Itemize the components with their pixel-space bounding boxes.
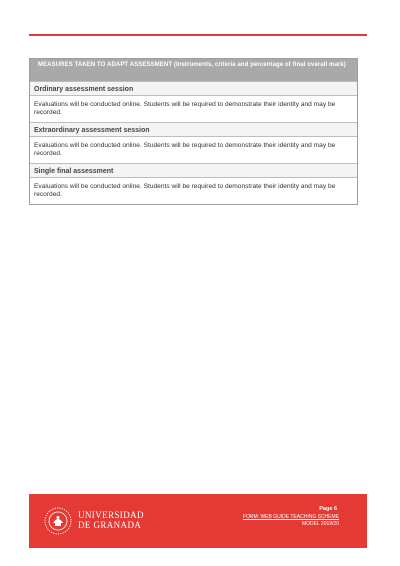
assessment-table (29, 58, 358, 205)
page-number: Page 6 (319, 506, 337, 512)
footer-meta-line2: MODEL 2019/20 (301, 521, 339, 527)
university-name-line2: DE GRANADA (78, 520, 142, 530)
section-body-extraordinary: Evaluations will be conducted online. Students will be required to demonstrate their identity and may be recorded. (30, 136, 357, 163)
section-body-single-final: Evaluations will be conducted online. Students will be required to demonstrate their identity and may be recorded. (30, 177, 357, 204)
university-name (78, 510, 144, 530)
section-body-ordinary: Evaluations will be conducted online. Students will be required to demonstrate their identity and may be recorded. (30, 95, 357, 122)
section-title-ordinary: Ordinary assessment session (30, 81, 357, 95)
university-name-line1: UNIVERSIDAD (78, 510, 144, 520)
section-title-single-final: Single final assessment (30, 163, 357, 177)
footer-meta-line1[interactable]: FORM: WEB GUIDE TEACHING SCHEME (242, 514, 339, 520)
section-title-extraordinary: Extraordinary assessment session (30, 122, 357, 136)
university-seal-icon (43, 506, 73, 536)
header-rule (29, 34, 367, 36)
table-header: MEASURES TAKEN TO ADAPT ASSESSMENT (Instruments, criteria and percentage of final overall mark) (30, 59, 357, 81)
page-footer (29, 494, 367, 548)
footer-meta (243, 514, 339, 528)
